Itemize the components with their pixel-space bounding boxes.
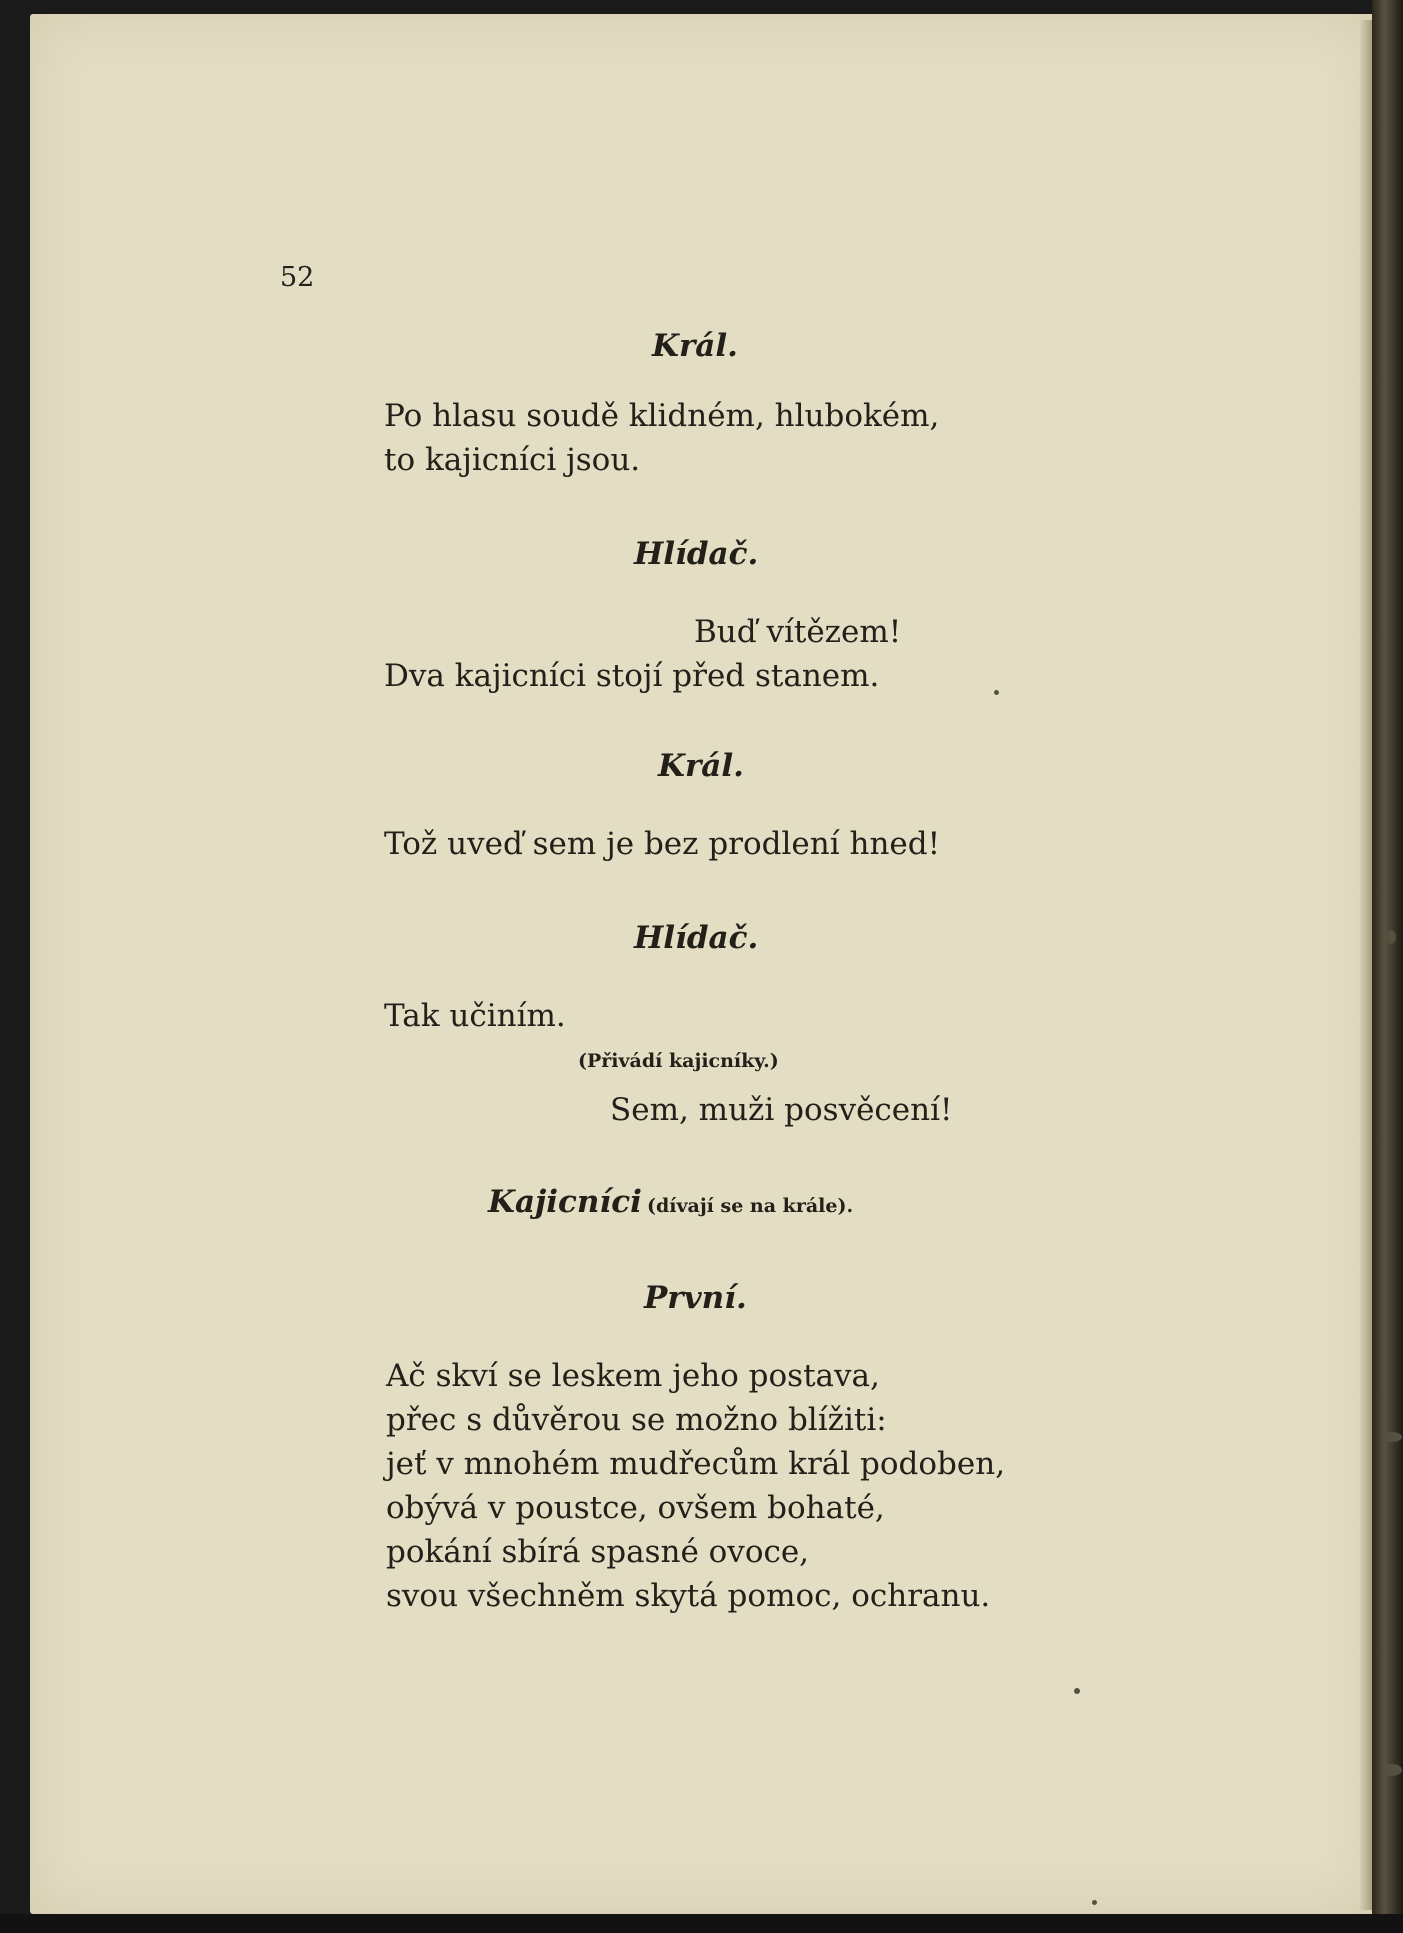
speaker-label: Král.	[658, 748, 744, 784]
dust-speck	[994, 690, 999, 695]
verse-line: to kajicníci jsou.	[384, 442, 641, 478]
verse-line: Tak učiním.	[384, 998, 566, 1034]
scan-border	[0, 1914, 1403, 1933]
verse-line: Sem, muži posvěcení!	[610, 1092, 953, 1128]
speaker-with-note	[488, 1180, 853, 1224]
dust-speck	[1092, 1900, 1097, 1905]
speaker-label: Král.	[652, 328, 738, 364]
dust-speck	[1382, 1764, 1402, 1776]
dust-speck	[1386, 930, 1396, 944]
verse-line: jeť v mnohém mudřecům král podoben,	[386, 1446, 1006, 1482]
verse-line: přec s důvěrou se možno blížiti:	[386, 1402, 887, 1438]
dust-speck	[1074, 1688, 1080, 1694]
dust-speck	[1382, 1432, 1402, 1442]
speaker-label: Kajicníci	[488, 1184, 642, 1220]
stage-direction: (Přivádí kajicníky.)	[578, 1050, 779, 1072]
speaker-label: Hlídač.	[634, 536, 759, 572]
verse-line: Ač skví se leskem jeho postava,	[386, 1358, 880, 1394]
verse-line: Dva kajicníci stojí před stanem.	[384, 658, 880, 694]
page-edge	[1360, 20, 1372, 1910]
book-page	[30, 14, 1375, 1914]
speaker-label: Hlídač.	[634, 920, 759, 956]
verse-line: Buď vítězem!	[694, 614, 902, 650]
page-number: 52	[280, 262, 315, 293]
book-spine	[1372, 0, 1403, 1933]
stage-direction: (dívají se na krále).	[646, 1195, 854, 1217]
speaker-label: První.	[644, 1280, 747, 1316]
verse-line: Tož uveď sem je bez prodlení hned!	[384, 826, 941, 862]
verse-line: pokání sbírá spasné ovoce,	[386, 1534, 810, 1570]
verse-line: svou všechněm skytá pomoc, ochranu.	[386, 1578, 991, 1614]
verse-line: Po hlasu soudě klidném, hlubokém,	[384, 398, 940, 434]
verse-line: obývá v poustce, ovšem bohaté,	[386, 1490, 885, 1526]
